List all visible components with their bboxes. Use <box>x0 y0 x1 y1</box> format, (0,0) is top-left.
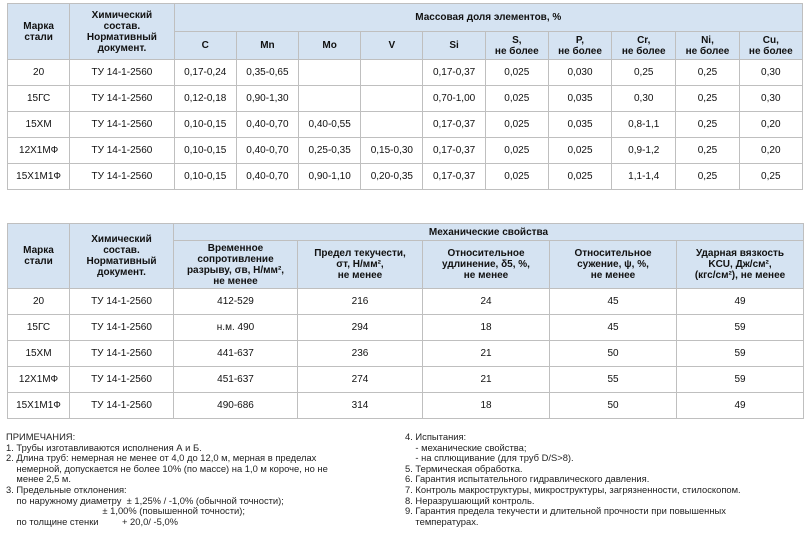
value-cell <box>361 112 423 138</box>
value-cell: 0,025 <box>548 164 611 190</box>
document-cell: ТУ 14-1-2560 <box>70 60 174 86</box>
value-cell: 412-529 <box>174 289 298 315</box>
chem-element-header: Cu, не более <box>739 32 802 60</box>
value-cell <box>299 60 361 86</box>
value-cell: 0,90-1,30 <box>236 86 298 112</box>
value-cell: 0,20-0,35 <box>361 164 423 190</box>
value-cell: 18 <box>423 315 550 341</box>
steel-grade-cell: 15Х1М1Ф <box>8 164 70 190</box>
note-line: немерной, допускается не более 10% (по массе) на 1,0 м короче, но не <box>6 462 328 474</box>
chem-element-header: P, не более <box>548 32 611 60</box>
note-line: 3. Предельные отклонения: <box>6 483 127 495</box>
document-cell: ТУ 14-1-2560 <box>70 164 174 190</box>
chem-element-header: Si <box>423 32 485 60</box>
document-cell: ТУ 14-1-2560 <box>70 367 174 393</box>
table-row <box>8 86 803 112</box>
value-cell: 0,40-0,70 <box>236 164 298 190</box>
value-cell: 50 <box>550 341 677 367</box>
value-cell: 0,20 <box>739 138 802 164</box>
value-cell: 490-686 <box>174 393 298 419</box>
chem-element-header: Ni, не более <box>676 32 739 60</box>
value-cell: 1,1-1,4 <box>612 164 676 190</box>
value-cell: 0,25 <box>739 164 802 190</box>
value-cell: 0,25 <box>612 60 676 86</box>
value-cell: 0,025 <box>485 112 548 138</box>
value-cell: 0,25 <box>676 164 739 190</box>
value-cell: 0,40-0,55 <box>299 112 361 138</box>
value-cell: 18 <box>423 393 550 419</box>
value-cell: 0,15-0,30 <box>361 138 423 164</box>
note-line: 2. Длина труб: немерная не менее от 4,0 до 12,0 м, мерная в пределах <box>6 452 317 464</box>
chem-header-row <box>8 4 803 32</box>
value-cell: 0,25 <box>676 112 739 138</box>
table-row <box>8 393 804 419</box>
value-cell: 0,10-0,15 <box>174 164 236 190</box>
value-cell: 294 <box>298 315 423 341</box>
note-line: 1. Трубы изготавливаются исполнения А и Б. <box>6 441 202 453</box>
note-line: - механические свойства; <box>405 441 527 453</box>
table-row <box>8 60 803 86</box>
mech-property-header: Относительное сужение, ψ, %, не менее <box>550 241 677 289</box>
note-line: по наружному диаметру ± 1,25% / -1,0% (обычной точности); <box>6 494 284 506</box>
value-cell: 274 <box>298 367 423 393</box>
value-cell: 0,17-0,37 <box>423 60 485 86</box>
value-cell: 0,70-1,00 <box>423 86 485 112</box>
value-cell: 21 <box>423 341 550 367</box>
value-cell: 0,035 <box>548 112 611 138</box>
table-row <box>8 164 803 190</box>
value-cell: 0,8-1,1 <box>612 112 676 138</box>
note-line: 9. Гарантия предела текучести и длительной прочности при повышенных <box>405 505 726 517</box>
value-cell: 0,030 <box>548 60 611 86</box>
value-cell <box>299 86 361 112</box>
mech-group-header: Механические свойства <box>174 224 804 241</box>
value-cell: 0,025 <box>485 60 548 86</box>
note-line: ПРИМЕЧАНИЯ: <box>6 431 76 442</box>
mech-property-header: Относительное удлинение, δ5, %, не менее <box>423 241 550 289</box>
note-line: 4. Испытания: <box>405 431 467 442</box>
value-cell: 314 <box>298 393 423 419</box>
document-cell: ТУ 14-1-2560 <box>70 138 174 164</box>
value-cell: 0,9-1,2 <box>612 138 676 164</box>
value-cell: 0,17-0,37 <box>423 138 485 164</box>
chem-element-header: V <box>361 32 423 60</box>
value-cell: 45 <box>550 315 677 341</box>
steel-grade-cell: 15ХМ <box>8 112 70 138</box>
value-cell: 59 <box>677 341 804 367</box>
value-cell: 0,25 <box>676 138 739 164</box>
value-cell: 0,10-0,15 <box>174 112 236 138</box>
value-cell: 451-637 <box>174 367 298 393</box>
steel-grade-cell: 15ГС <box>8 315 70 341</box>
value-cell: 0,30 <box>612 86 676 112</box>
value-cell: 24 <box>423 289 550 315</box>
note-line: 5. Термическая обработка. <box>405 462 523 474</box>
note-line: - на сплющивание (для труб D/S>8). <box>405 452 574 464</box>
value-cell: 0,17-0,37 <box>423 164 485 190</box>
value-cell: 0,17-0,37 <box>423 112 485 138</box>
chem-element-header: S, не более <box>485 32 548 60</box>
mech-grade-header: Марка стали <box>8 224 70 289</box>
value-cell: 59 <box>677 367 804 393</box>
document-cell: ТУ 14-1-2560 <box>70 393 174 419</box>
steel-grade-cell: 20 <box>8 289 70 315</box>
value-cell: 216 <box>298 289 423 315</box>
chem-element-header: Cr, не более <box>612 32 676 60</box>
table-row <box>8 367 804 393</box>
value-cell: 0,25 <box>676 60 739 86</box>
document-cell: ТУ 14-1-2560 <box>70 86 174 112</box>
chem-grade-header: Марка стали <box>8 4 70 60</box>
steel-grade-cell: 20 <box>8 60 70 86</box>
value-cell: 0,25-0,35 <box>299 138 361 164</box>
note-line: менее 2,5 м. <box>6 473 71 485</box>
value-cell: 59 <box>677 315 804 341</box>
steel-grade-cell: 12Х1МФ <box>8 138 70 164</box>
steel-grade-cell: 15Х1М1Ф <box>8 393 70 419</box>
value-cell: н.м. 490 <box>174 315 298 341</box>
value-cell: 0,035 <box>548 86 611 112</box>
document-cell: ТУ 14-1-2560 <box>70 112 174 138</box>
chem-element-header: Mo <box>299 32 361 60</box>
document-cell: ТУ 14-1-2560 <box>70 289 174 315</box>
chem-doc-header: Химический состав. Нормативный документ. <box>70 4 174 60</box>
mech-property-header: Ударная вязкость KCU, Дж/см², (кгс/см²), не менее <box>677 241 804 289</box>
mech-header-row <box>8 224 804 241</box>
table-row <box>8 341 804 367</box>
value-cell: 0,40-0,70 <box>236 138 298 164</box>
document-cell: ТУ 14-1-2560 <box>70 341 174 367</box>
value-cell <box>361 86 423 112</box>
note-line: температурах. <box>405 515 479 527</box>
table-row <box>8 138 803 164</box>
value-cell: 0,17-0,24 <box>174 60 236 86</box>
value-cell: 0,025 <box>485 138 548 164</box>
chemical-composition-table <box>7 3 803 190</box>
value-cell: 21 <box>423 367 550 393</box>
steel-grade-cell: 15ГС <box>8 86 70 112</box>
value-cell: 0,25 <box>676 86 739 112</box>
mechanical-properties-table <box>7 223 804 419</box>
value-cell: 49 <box>677 289 804 315</box>
steel-grade-cell: 15ХМ <box>8 341 70 367</box>
notes-left <box>6 432 396 527</box>
value-cell: 0,025 <box>548 138 611 164</box>
value-cell: 0,12-0,18 <box>174 86 236 112</box>
note-line: ± 1,00% (повышенной точности); <box>6 505 246 517</box>
mech-property-header: Временное сопротивление разрыву, σв, Н/мм², не менее <box>174 241 298 289</box>
steel-grade-cell: 12Х1МФ <box>8 367 70 393</box>
note-line: 7. Контроль макроструктуры, микроструктуры, загрязненности, стилоскопом. <box>405 483 741 495</box>
document-cell: ТУ 14-1-2560 <box>70 315 174 341</box>
value-cell: 0,20 <box>739 112 802 138</box>
chem-group-header: Массовая доля элементов, % <box>174 4 802 32</box>
chem-element-header: Mn <box>236 32 298 60</box>
note-line: 8. Неразрушающий контроль. <box>405 494 535 506</box>
value-cell: 441-637 <box>174 341 298 367</box>
value-cell: 0,90-1,10 <box>299 164 361 190</box>
value-cell: 0,025 <box>485 86 548 112</box>
value-cell: 55 <box>550 367 677 393</box>
value-cell: 0,025 <box>485 164 548 190</box>
table-row <box>8 315 804 341</box>
value-cell: 50 <box>550 393 677 419</box>
table-row <box>8 289 804 315</box>
value-cell: 236 <box>298 341 423 367</box>
value-cell: 0,30 <box>739 60 802 86</box>
value-cell <box>361 60 423 86</box>
value-cell: 45 <box>550 289 677 315</box>
mech-doc-header: Химический состав. Нормативный документ. <box>70 224 174 289</box>
value-cell: 0,10-0,15 <box>174 138 236 164</box>
value-cell: 0,30 <box>739 86 802 112</box>
value-cell: 0,40-0,70 <box>236 112 298 138</box>
table-row <box>8 112 803 138</box>
value-cell: 49 <box>677 393 804 419</box>
note-line: 6. Гарантия испытательного гидравлического давления. <box>405 473 650 485</box>
mech-property-header: Предел текучести, σт, Н/мм², не менее <box>298 241 423 289</box>
notes-right <box>405 432 805 527</box>
value-cell: 0,35-0,65 <box>236 60 298 86</box>
note-line: по толщине стенки + 20,0/ -5,0% <box>6 515 178 527</box>
chem-element-header: C <box>174 32 236 60</box>
mech-table-body <box>8 289 804 419</box>
chem-table-body <box>8 60 803 190</box>
